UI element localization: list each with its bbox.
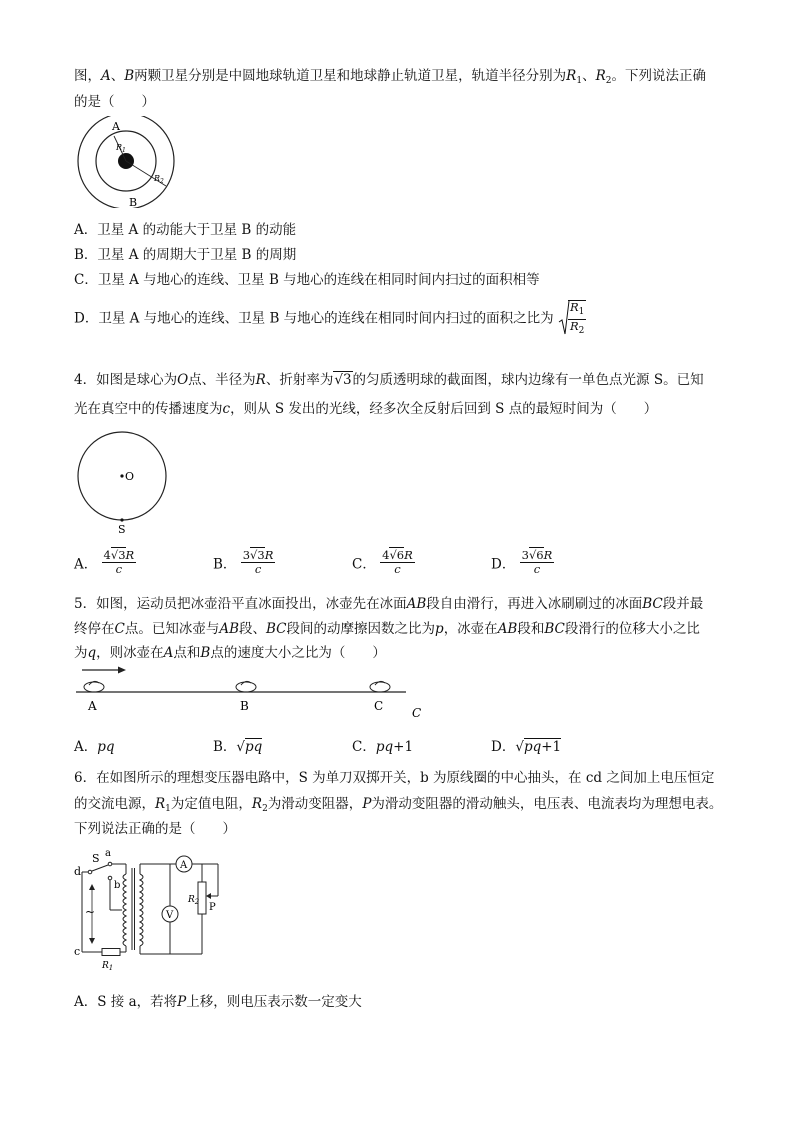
q4-stem-line1: 4．如图是球心为O点、半径为R、折射率为√3的匀质透明球的截面图，球内边缘有一单色点光源 S。已知 [74,372,704,388]
label-A: A [88,699,97,713]
curling-stone-c [370,681,390,692]
q5-curling-figure [74,662,434,722]
label-a: a [105,848,111,859]
label-O: O [125,470,135,483]
label-V: V [166,910,174,921]
label-b: b [114,880,121,891]
resistor-r1 [102,949,120,956]
q3-option-a: A．卫星 A 的动能大于卫星 B 的动能 [74,222,297,238]
secondary-coil [140,874,143,946]
q5-option-c: C．pq+1 [352,739,414,755]
label-S: S [92,852,100,865]
q3-option-c: C．卫星 A 与地心的连线、卫星 B 与地心的连线在相同时间内扫过的面积相等 [74,272,540,288]
q4-option-b: B． $\frac{3√3R}{c}$ [213,548,274,576]
q4-sphere-figure [74,430,174,536]
primary-coil [123,874,126,946]
q5-stem-line1: 5．如图，运动员把冰壶沿平直冰面投出，冰壶先在冰面AB段自由滑行，再进入冰刷刷过的冰面BC段并最 [74,596,704,612]
label-B: B [129,196,138,208]
label-R2: R [188,895,195,905]
q3-stem-line2: 的是（ ） [74,94,155,110]
slider-arrow-icon [206,893,211,899]
q6-transformer-circuit [72,844,232,974]
q4-option-d: D． $\frac{3√6R}{c}$ [491,548,553,576]
q5-option-d: D．√pq+1 [491,739,562,755]
label-R2: R [154,174,161,183]
q6-stem-line3: 下列说法正确的是（ ） [74,821,236,837]
label-P: P [209,902,216,913]
source-dot [120,518,123,521]
q3-option-d: D．卫星 A 与地心的连线、卫星 B 与地心的连线在相同时间内扫过的面积之比为 $\frac{R_1}{R_2}$ [74,300,585,336]
label-d: d [74,865,82,878]
q3-orbit-figure [74,116,178,208]
label-tilde: ~ [85,905,96,919]
q6-option-a: A．S 接 a，若将P上移，则电压表示数一定变大 [74,994,362,1010]
q5-stem-line2: 终停在C点。已知冰壶与AB段、BC段间的动摩擦因数之比为p，冰壶在AB段和BC段滑行的位移大小之比 [74,621,700,637]
q3-stem-line1: 图，A、B两颗卫星分别是中圆地球轨道卫星和地球静止轨道卫星，轨道半径分别为$R_1$、$R_2$。下列说法正确 [74,68,706,86]
label-S: S [118,523,126,536]
curling-stone-b [236,681,256,692]
q4-stem-line2: 光在真空中的传播速度为c，则从 S 发出的光线，经多次全反射后回到 S 点的最短时间为（ ） [74,401,658,417]
label-R1: R [102,961,109,971]
svg-text:R1: $R_1$ [116,143,126,154]
q6-stem-line2: 的交流电源，$R_1$为定值电阻，$R_2$为滑动变阻器，P为滑动变阻器的滑动触头，电压表、电流表均为理想电表。 [74,796,723,814]
q5-option-b: B．√pq [213,739,263,755]
switch-blade [92,865,108,871]
q3-option-d-sqrt-fraction: $\frac{R_1}{R_2}$ [558,300,586,338]
label-B: B [240,699,249,713]
svg-text:R2: $R_2$ [188,895,200,906]
label-C-italic: C [412,706,422,720]
svg-text:R1: $R_1$ [102,961,114,972]
label-A: A [112,120,120,133]
q5-stem-line3: 为q，则冰壶在A点和B点的速度大小之比为（ ） [74,645,386,661]
center-dot [120,474,123,477]
svg-text:R2: $R_2$ [154,174,164,185]
q5-option-a: A．pq [74,739,115,755]
label-C: C [374,699,384,713]
q6-stem-line1: 6．在如图所示的理想变压器电路中，S 为单刀双掷开关，b 为原线圈的中心抽头，在 cd 之间加上电压恒定 [74,770,715,786]
q4-option-c: C． $\frac{4√6R}{c}$ [352,548,413,576]
direction-arrow-icon [118,667,126,674]
q3-option-b: B．卫星 A 的周期大于卫星 B 的周期 [74,247,297,263]
curling-stone-a [84,681,104,692]
label-A: A [180,860,188,871]
q4-option-a: A． $\frac{4√3R}{c}$ [74,548,135,576]
label-c: c [74,945,81,958]
label-R1: R [116,143,123,152]
